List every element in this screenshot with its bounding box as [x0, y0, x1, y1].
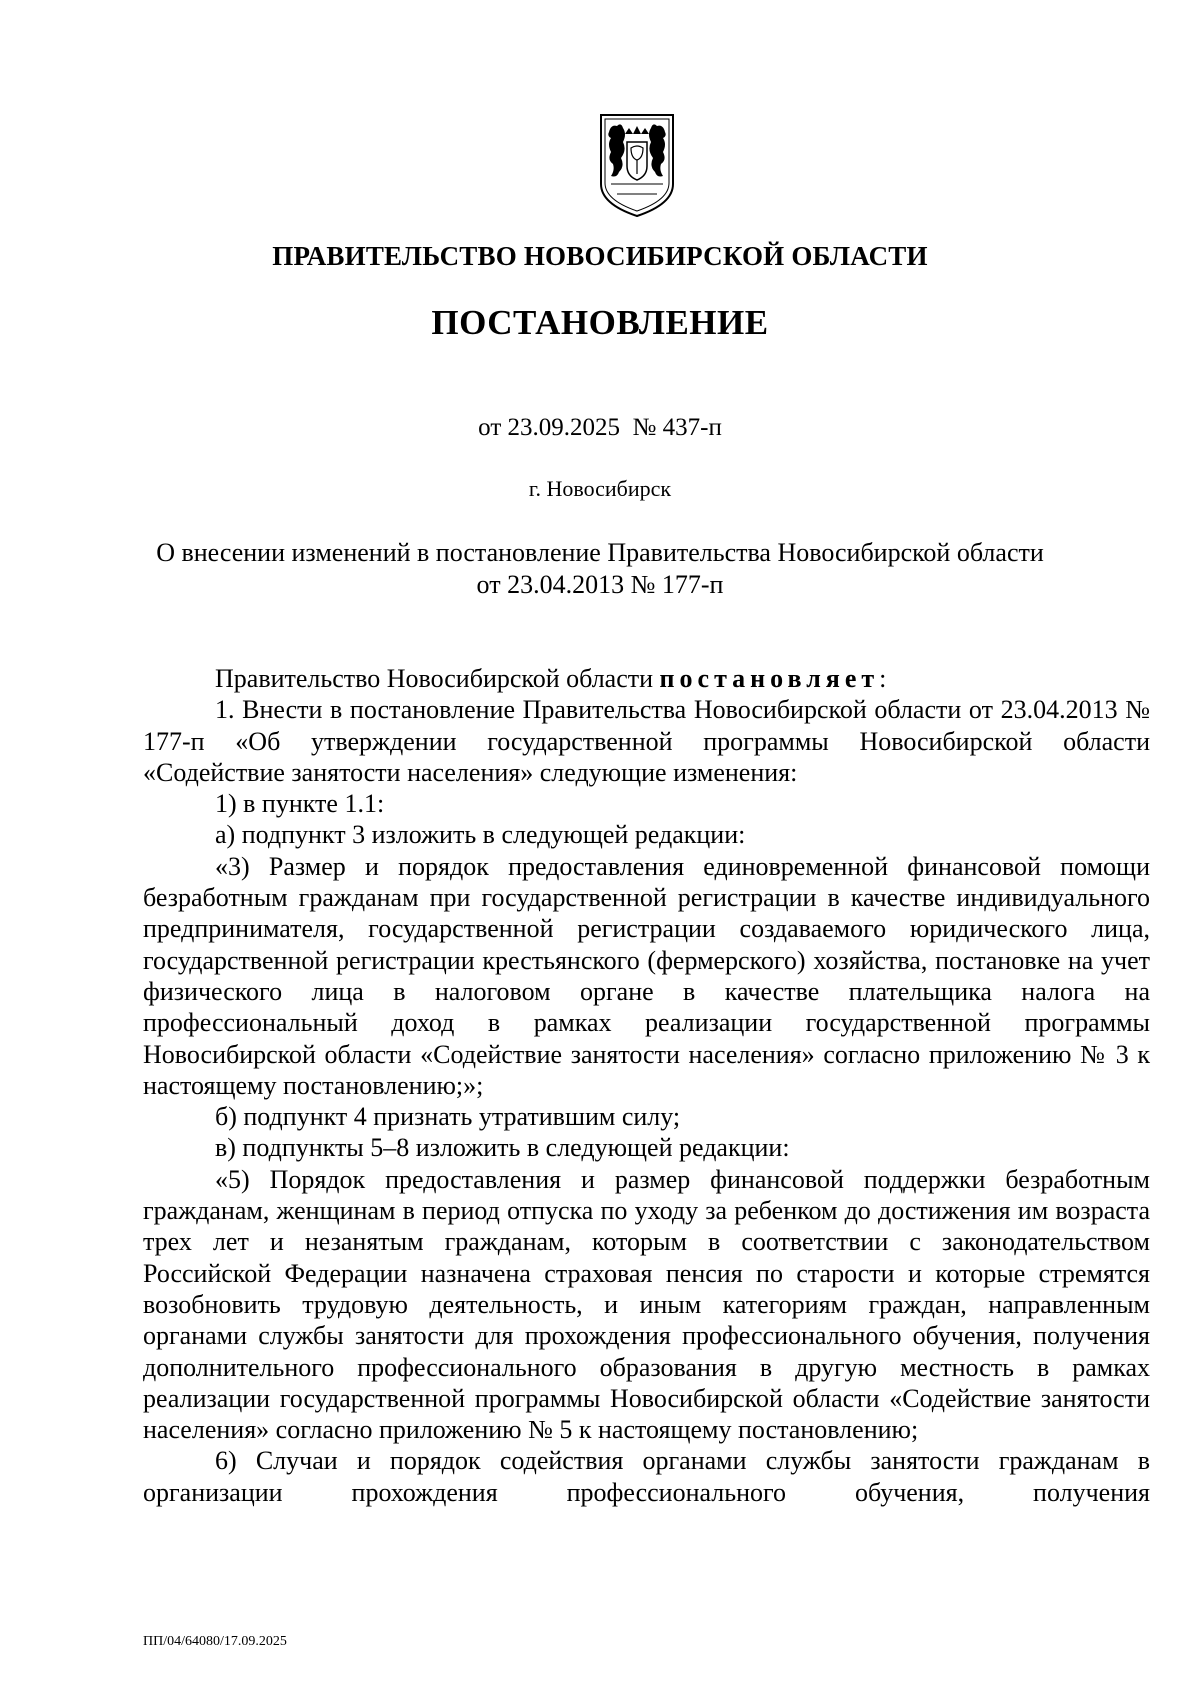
body-intro — [143, 663, 1150, 694]
document-type-title: ПОСТАНОВЛЕНИЕ — [431, 303, 769, 342]
body-paragraph: 1) в пункте 1.1: — [215, 789, 385, 819]
body-paragraph: а) подпункт 3 изложить в следующей редакции: — [215, 820, 746, 850]
body-paragraph: «5) Порядок предоставления и размер финансовой поддержки безработным гражданам, женщинам в период отпуска по уходу за ребенком до достижения им возраста трех лет и незанятым гражданам, которым в соответствии с законодательством Российской Федерации назначена страховая пенсия по старости и которые стремятся возобновить трудовую деятельность, и иным категориям граждан, направленным органами службы занятости для прохождения профессионального обучения, получения дополнительного профессионального образования в другую местность в рамках реализации государственной программы Новосибирской области «Содействие занятости населения» согласно приложению № 5 к настоящему постановлению; — [143, 1164, 1150, 1445]
document-city: г. Новосибирск — [528, 476, 672, 501]
novosibirsk-coat-of-arms-icon — [597, 112, 677, 218]
body-paragraph: в) подпункты 5–8 изложить в следующей редакции: — [215, 1133, 790, 1163]
document-subject — [0, 537, 1200, 601]
document-body — [143, 663, 1150, 1508]
body-paragraph: «3) Размер и порядок предоставления единовременной финансовой помощи безработным гражданам при государственной регистрации в качестве индивидуального предпринимателя, государственной регистрации создаваемого юридического лица, государственной регистрации крестьянского (фермерского) хозяйства, постановке на учет физического лица в налоговом органе в качестве плательщика налога на профессиональный доход в рамках реализации государственной программы Новосибирской области «Содействие занятости населения» согласно приложению № 3 к настоящему постановлению;»; — [143, 851, 1150, 1100]
subject-line-2: от 23.04.2013 № 177-п — [476, 570, 724, 599]
intro-suffix: : — [879, 664, 887, 693]
document-date-number: от 23.09.2025 № 437-п — [478, 414, 722, 441]
body-paragraph: 6) Случаи и порядок содействия органами службы занятости гражданам в организации прохождения профессионального обучения, получения — [143, 1446, 1150, 1507]
body-paragraph: б) подпункт 4 признать утратившим силу; — [215, 1102, 681, 1132]
document-footer-code: ПП/04/64080/17.09.2025 — [143, 1634, 287, 1649]
organization-title: ПРАВИТЕЛЬСТВО НОВОСИБИРСКОЙ ОБЛАСТИ — [272, 241, 928, 271]
intro-decree-word: постановляет — [659, 664, 880, 693]
intro-prefix: Правительство Новосибирской области — [215, 664, 660, 693]
subject-line-1: О внесении изменений в постановление Правительства Новосибирской области — [156, 538, 1044, 567]
body-paragraph: 1. Внести в постановление Правительства Новосибирской области от 23.04.2013 № 177-п «Об утверждении государственной программы Новосибирской области «Содействие занятости населения» следующие изменения: — [143, 695, 1150, 787]
